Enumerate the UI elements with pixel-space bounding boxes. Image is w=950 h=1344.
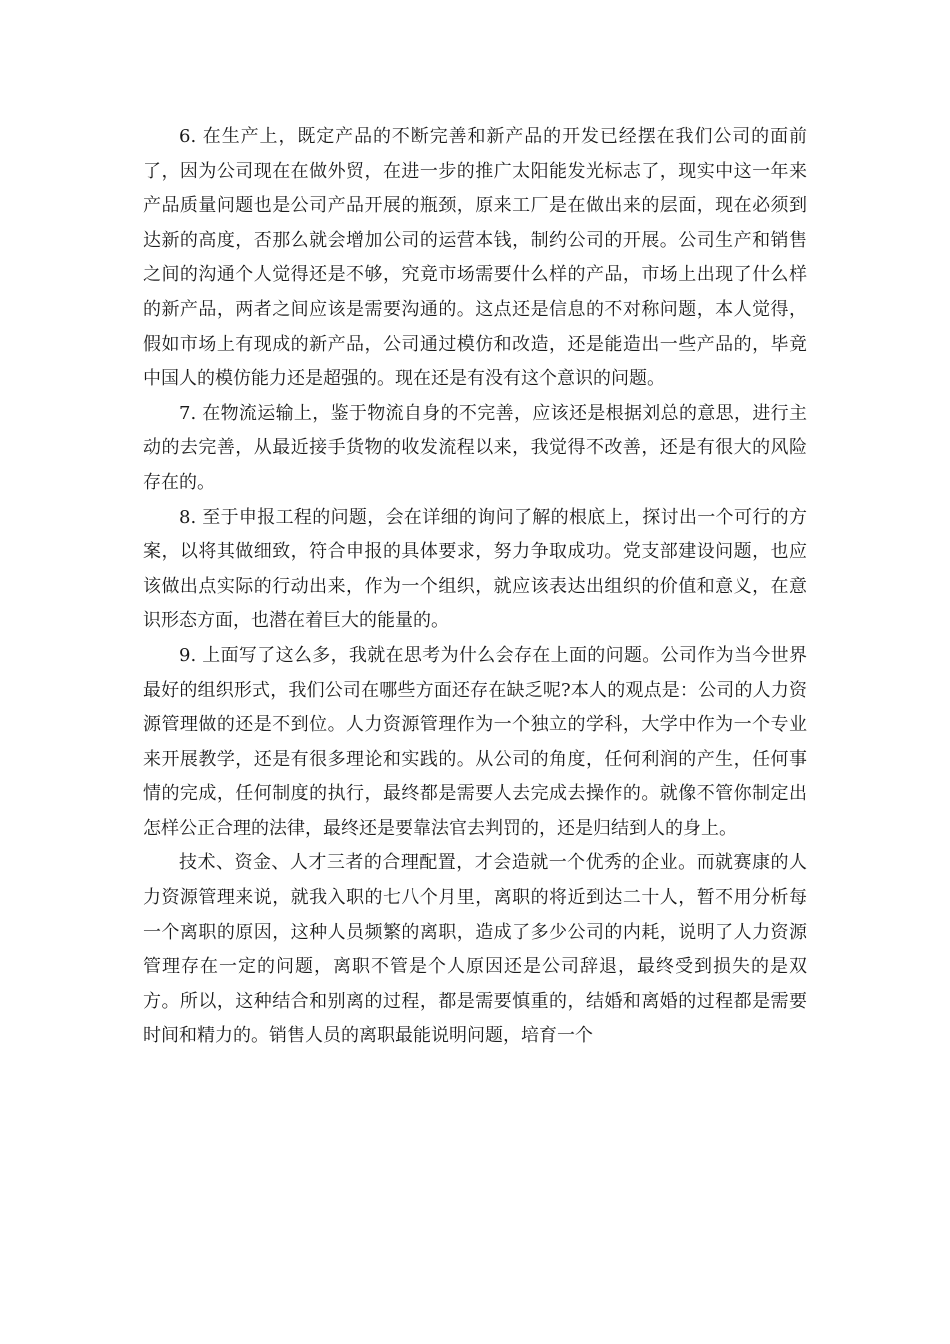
document-body: [143, 120, 807, 1054]
paragraph-6: 6. 在生产上，既定产品的不断完善和新产品的开发已经摆在我们公司的面前了，因为公司现在在做外贸，在进一步的推广太阳能发光标志了，现实中这一年来产品质量问题也是公司产品开展的瓶颈，原来工厂是在做出来的层面，现在必须到达新的高度，否那么就会增加公司的运营本钱，制约公司的开展。公司生产和销售之间的沟通个人觉得还是不够，究竟市场需要什么样的产品，市场上出现了什么样的新产品，两者之间应该是需要沟通的。这点还是信息的不对称问题，本人觉得，假如市场上有现成的新产品，公司通过模仿和改造，还是能造出一些产品的，毕竟中国人的模仿能力还是超强的。现在还是有没有这个意识的问题。: [143, 126, 807, 390]
paragraph-hr-management: 技术、资金、人才三者的合理配置，才会造就一个优秀的企业。而就赛康的人力资源管理来说，就我入职的七八个月里，离职的将近到达二十人，暂不用分析每一个离职的原因，这种人员频繁的离职，造成了多少公司的内耗，说明了人力资源管理存在一定的问题，离职不管是个人原因还是公司辞退，最终受到损失的是双方。所以，这种结合和别离的过程，都是需要慎重的，结婚和离婚的过程都是需要时间和精力的。销售人员的离职最能说明问题，培育一个: [143, 852, 807, 1047]
paragraph-8: 8. 至于申报工程的问题，会在详细的询问了解的根底上，探讨出一个可行的方案，以将其做细致，符合申报的具体要求，努力争取成功。党支部建设问题，也应该做出点实际的行动出来，作为一个组织，就应该表达出组织的价值和意义，在意识形态方面，也潜在着巨大的能量的。: [143, 506, 807, 632]
paragraph-9: 9. 上面写了这么多，我就在思考为什么会存在上面的问题。公司作为当今世界最好的组织形式，我们公司在哪些方面还存在缺乏呢?本人的观点是：公司的人力资源管理做的还是不到位。人力资源管理作为一个独立的学科，大学中作为一个专业来开展教学，还是有很多理论和实践的。从公司的角度，任何利润的产生，任何事情的完成，任何制度的执行，最终都是需要人去完成去操作的。就像不管你制定出怎样公正合理的法律，最终还是要靠法官去判罚的，还是归结到人的身上。: [143, 644, 807, 839]
paragraph-7: 7. 在物流运输上，鉴于物流自身的不完善，应该还是根据刘总的意思，进行主动的去完善，从最近接手货物的收发流程以来，我觉得不改善，还是有很大的风险存在的。: [143, 402, 807, 493]
